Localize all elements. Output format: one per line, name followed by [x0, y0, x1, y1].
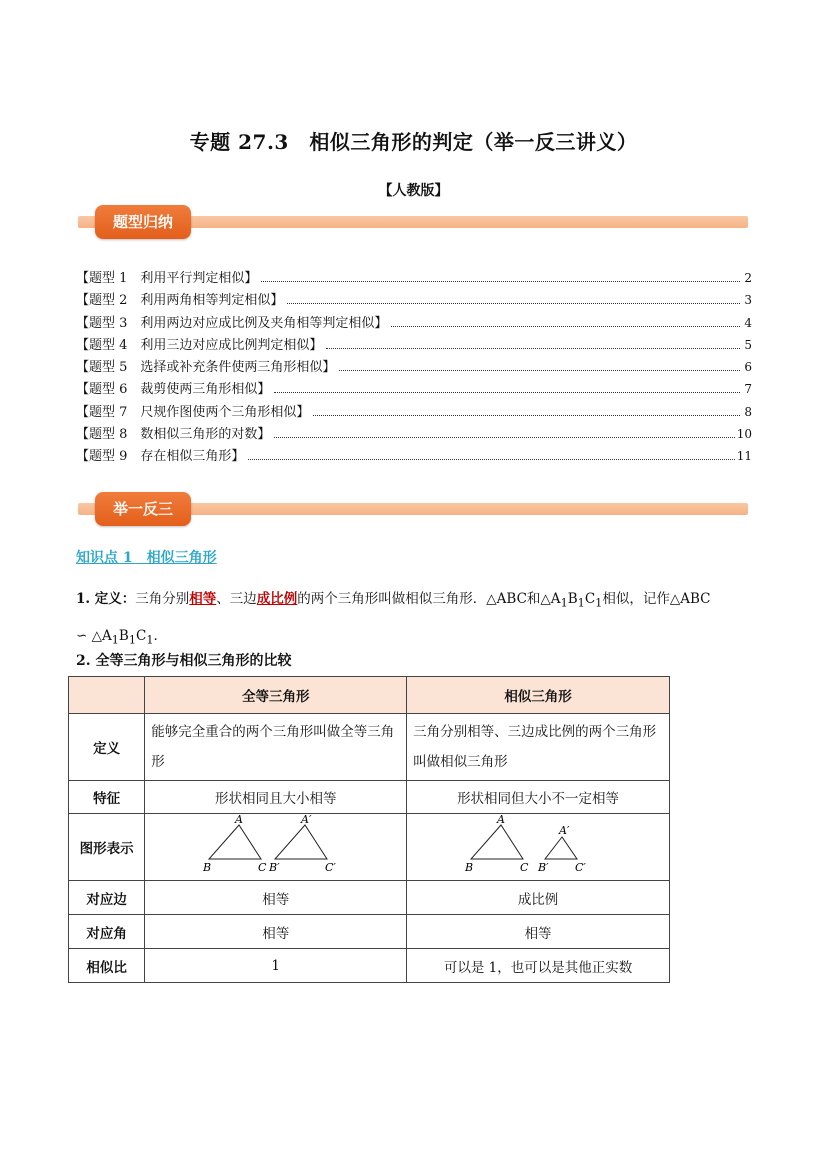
label-c: C [520, 861, 529, 874]
label-b-prime: B′ [268, 861, 280, 874]
table-row: 特征 形状相同且大小相等 形状相同但大小不一定相等 [69, 781, 670, 814]
label-a-prime: A′ [300, 815, 312, 826]
label-b-prime: B′ [538, 861, 549, 874]
table-row: 对应角 相等 相等 [69, 915, 670, 949]
badge-question-types: 题型归纳 [95, 205, 191, 239]
table-row: 相似比 1 可以是 1，也可以是其他正实数 [69, 949, 670, 983]
toc-item[interactable]: 【题型 7 尺规作图使两个三角形相似】 8 [76, 404, 752, 420]
label-b: B [202, 861, 211, 874]
badge-examples: 举一反三 [95, 492, 191, 526]
toc-item[interactable]: 【题型 6 裁剪使两三角形相似】 7 [76, 382, 752, 398]
toc-item[interactable]: 【题型 8 数相似三角形的对数】 10 [76, 427, 752, 443]
toc-item[interactable]: 【题型 3 利用两边对应成比例及夹角相等判定相似】 4 [76, 315, 752, 331]
table-row: 图形表示 A B C A′ B′ C′ A B C A′ B′ C′ [69, 814, 670, 881]
edition-label: 【人教版】 [378, 183, 449, 199]
comparison-table [68, 676, 670, 983]
label-a: A [497, 815, 506, 826]
table-header-row: 全等三角形 相似三角形 [69, 677, 670, 714]
congruent-triangles-figure [201, 815, 351, 875]
triangle-abc-prime [545, 837, 577, 859]
keyword-equal: 相等 [189, 591, 217, 607]
triangle-abc-prime [275, 825, 327, 859]
label-a-prime: A′ [559, 824, 570, 837]
table-row: 定义 能够完全重合的两个三角形叫做全等三角形 三角分别相等、三边成比例的两个三角形叫做相似三角形 [69, 714, 670, 781]
triangle-abc [471, 825, 523, 859]
label-c: C [257, 861, 267, 874]
section-2-heading: 2. 全等三角形与相似三角形的比较 [76, 653, 292, 669]
knowledge-point-heading: 知识点 1 相似三角形 [76, 550, 217, 566]
label-b: B [465, 861, 474, 874]
label-a: A [234, 815, 243, 826]
toc-item[interactable]: 【题型 1 利用平行判定相似】 2 [76, 271, 752, 286]
similar-triangles-figure [463, 815, 613, 875]
toc-item[interactable]: 【题型 5 选择或补充条件使两三角形相似】 6 [76, 360, 752, 376]
congruent-figure-cell [145, 814, 407, 881]
keyword-proportional: 成比例 [256, 591, 298, 607]
toc-item[interactable]: 【题型 4 利用三边对应成比例判定相似】 5 [76, 337, 752, 353]
toc-item[interactable]: 【题型 9 存在相似三角形】 11 [76, 449, 752, 465]
page-title: 专题 27.3 相似三角形的判定（举一反三讲义） [189, 130, 638, 154]
definition-paragraph: 1. 定义：三角分别相等、三边成比例的两个三角形叫做相似三角形．△ABC和$\triangle A_1B_1C_1$相似，记作△ABC ∽ $\triangle A_1B_1C_1$． [76, 591, 711, 647]
similar-figure-cell [407, 814, 670, 881]
triangle-abc [209, 825, 261, 859]
label-c-prime: C′ [324, 861, 336, 874]
table-row: 对应边 相等 成比例 [69, 881, 670, 915]
label-c-prime: C′ [575, 861, 586, 874]
toc-item[interactable]: 【题型 2 利用两角相等判定相似】 3 [76, 293, 752, 309]
table-of-contents [76, 267, 752, 468]
